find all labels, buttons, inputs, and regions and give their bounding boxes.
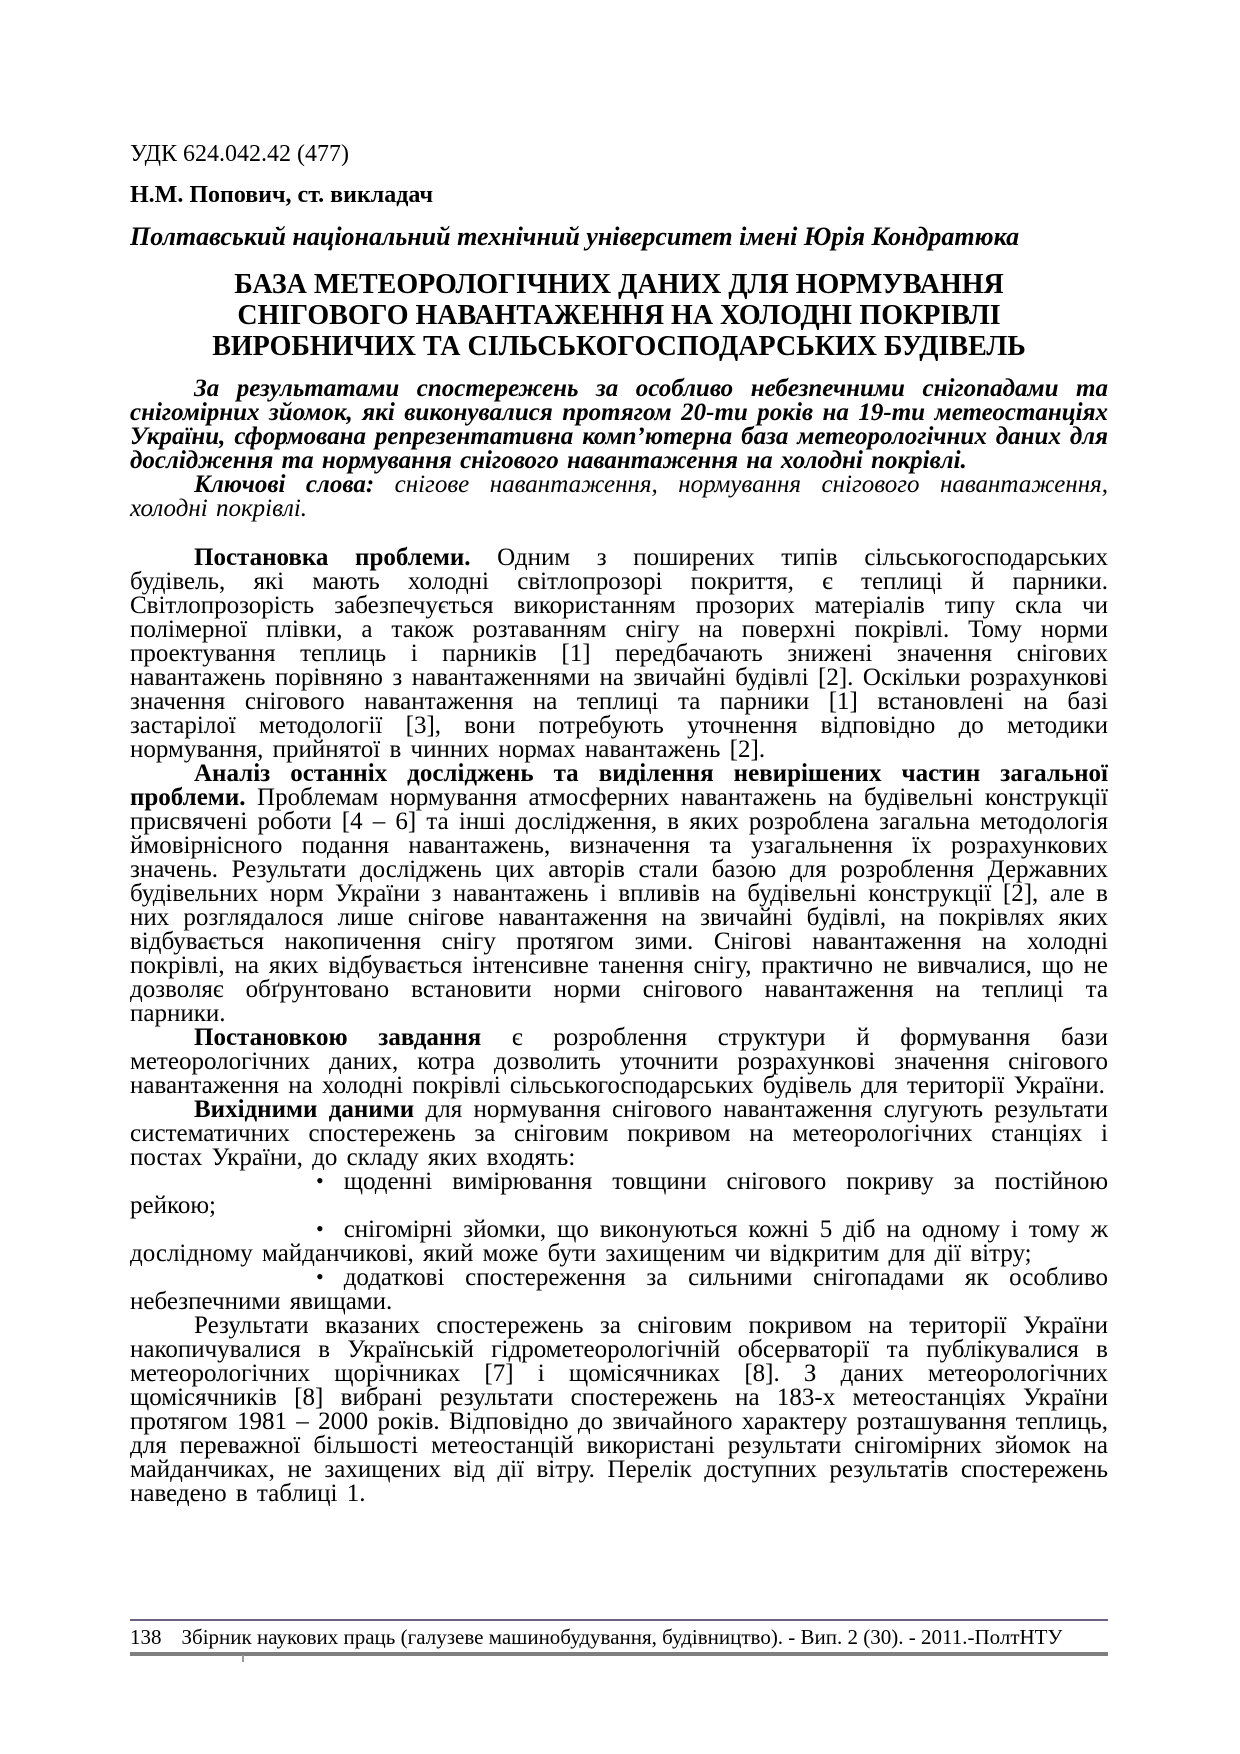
affiliation-line: Полтавський національний технічний університет імені Юрія Кондратюка	[130, 222, 1020, 251]
bullet-list-item	[130, 1170, 1108, 1218]
paragraph-text: Проблемам нормування атмосферних навантажень на будівельні конструкції присвячені роботи [4 – 6] та інші дослідження, в яких розроблена загальна методологія ймовірнісного подання навантажень, визначення та узагальнення їх розрахункових значень. Результати досліджень цих авторів стали базою для розроблення Державних будівельних норм України з навантажень і впливів на будівельні конструкції [2], але в них розглядалося лише снігове навантаження на звичайні будівлі, на покрівлях яких відбувається накопичення снігу протягом зими. Снігові навантаження на холодні покрівлі, на яких відбувається інтенсивне танення снігу, практично не вивчалися, що не дозволяє обґрунтовано встановити норми снігового навантаження на теплиці та парники.	[130, 784, 1108, 1027]
paragraph-task	[130, 1026, 1108, 1098]
paragraph-results: Результати вказаних спостережень за сніговим покривом на території України накопичувалися в Українській гідрометеорологічній обсерваторії та публікувалися в метеорологічних щорічниках [7] і щомісячниках [8]. З даних метеорологічних щомісячників [8] вибрані результати спостережень на 183-х метеостанціях України протягом 1981 – 2000 років. Відповідно до звичайного характеру розташування теплиць, для переважної більшості метеостанцій використані результати снігомірних зйомок на майданчиках, не захищених від дії вітру. Перелік доступних результатів спостережень наведено в таблиці 1.	[130, 1312, 1108, 1507]
footer-cell-divider	[242, 1655, 244, 1662]
article-title	[130, 269, 1108, 362]
bullet-icon: •	[316, 1216, 324, 1241]
paragraph-text: є розроблення структури й формування бази метеорологічних даних, котра дозволить уточнити розрахункові значення снігового навантаження на холодні покрівлі сільськогосподарських будівель для території України.	[130, 1024, 1108, 1099]
keywords-paragraph	[130, 473, 1108, 521]
bullet-text: снігомірні зйомки, що виконуються кожні 5 діб на одному і тому ж дослідному майданчикові, який може бути захищеним чи відкритим для дії вітру;	[130, 1216, 1108, 1267]
bullet-icon: •	[316, 1168, 324, 1193]
paragraph-lead: Вихідними даними	[194, 1096, 415, 1123]
paragraph-lead: Постановка проблеми.	[194, 544, 471, 571]
page-number: 138	[130, 1625, 162, 1649]
udc-code: УДК 624.042.42 (477)	[130, 141, 349, 167]
paragraph-lead: Постановкою завдання	[194, 1024, 482, 1051]
footer-source: Збірник наукових праць (галузеве машинобудування, будівництво). - Вип. 2 (30). - 2011.-ПолтНТУ	[181, 1625, 1063, 1649]
abstract-paragraph: За результатами спостережень за особливо небезпечними снігопадами та снігомірних зйомок, які виконувалися протягом 20-ти років на 19-ти метеостанціях України, сформована репрезентативна комп’ютерна база метеорологічних даних для дослідження та нормування снігового навантаження на холодні покрівлі.	[130, 375, 1108, 474]
bullet-list-item	[130, 1218, 1108, 1266]
bullet-text: щоденні вимірювання товщини снігового покриву за постійною рейкою;	[130, 1168, 1108, 1219]
paragraph-input-data	[130, 1098, 1108, 1170]
author-line: Н.М. Попович, ст. викладач	[130, 182, 433, 208]
paragraph-text: для нормування снігового навантаження слугують результати систематичних спостережень за сніговим покривом на метеорологічних станціях і постах України, до складу яких входять:	[130, 1096, 1108, 1171]
paragraph-lead: Аналіз останніх досліджень та виділення невирішених частин загальної проблеми.	[130, 760, 1108, 811]
keywords-text: снігове навантаження, нормування снігового навантаження, холодні покрівлі.	[130, 471, 1108, 522]
bullet-list-item	[130, 1266, 1108, 1314]
keywords-label: Ключові слова:	[194, 471, 375, 498]
bullet-text: додаткові спостереження за сильними снігопадами як особливо небезпечними явищами.	[130, 1264, 1108, 1315]
article-title-line-2: СНІГОВОГО НАВАНТАЖЕННЯ НА ХОЛОДНІ ПОКРІВЛІ	[237, 300, 1001, 331]
article-title-line-3: ВИРОБНИЧИХ ТА СІЛЬСЬКОГОСПОДАРСЬКИХ БУДІВЕЛЬ	[212, 331, 1026, 362]
page-footer	[130, 1619, 1108, 1656]
bullet-icon: •	[316, 1264, 324, 1289]
paragraph-problem-statement	[130, 546, 1108, 762]
article-title-line-1: БАЗА МЕТЕОРОЛОГІЧНИХ ДАНИХ ДЛЯ НОРМУВАННЯ	[234, 269, 1004, 300]
paragraph-analysis	[130, 762, 1108, 1026]
paragraph-text: Одним з поширених типів сільськогосподарських будівель, які мають холодні світлопрозорі покриття, є теплиці й парники. Світлопрозорість забезпечується використанням прозорих матеріалів типу скла чи полімерної плівки, а також розтаванням снігу на поверхні покрівлі. Тому норми проектування теплиць і парників [1] передбачають знижені значення снігових навантажень порівняно з навантаженнями на звичайні будівлі [2]. Оскільки розрахункові значення снігового навантаження на теплиці та парники [1] встановлені на базі застарілої методології [3], вони потребують уточнення відповідно до методики нормування, прийнятої в чинних нормах навантажень [2].	[130, 544, 1108, 763]
